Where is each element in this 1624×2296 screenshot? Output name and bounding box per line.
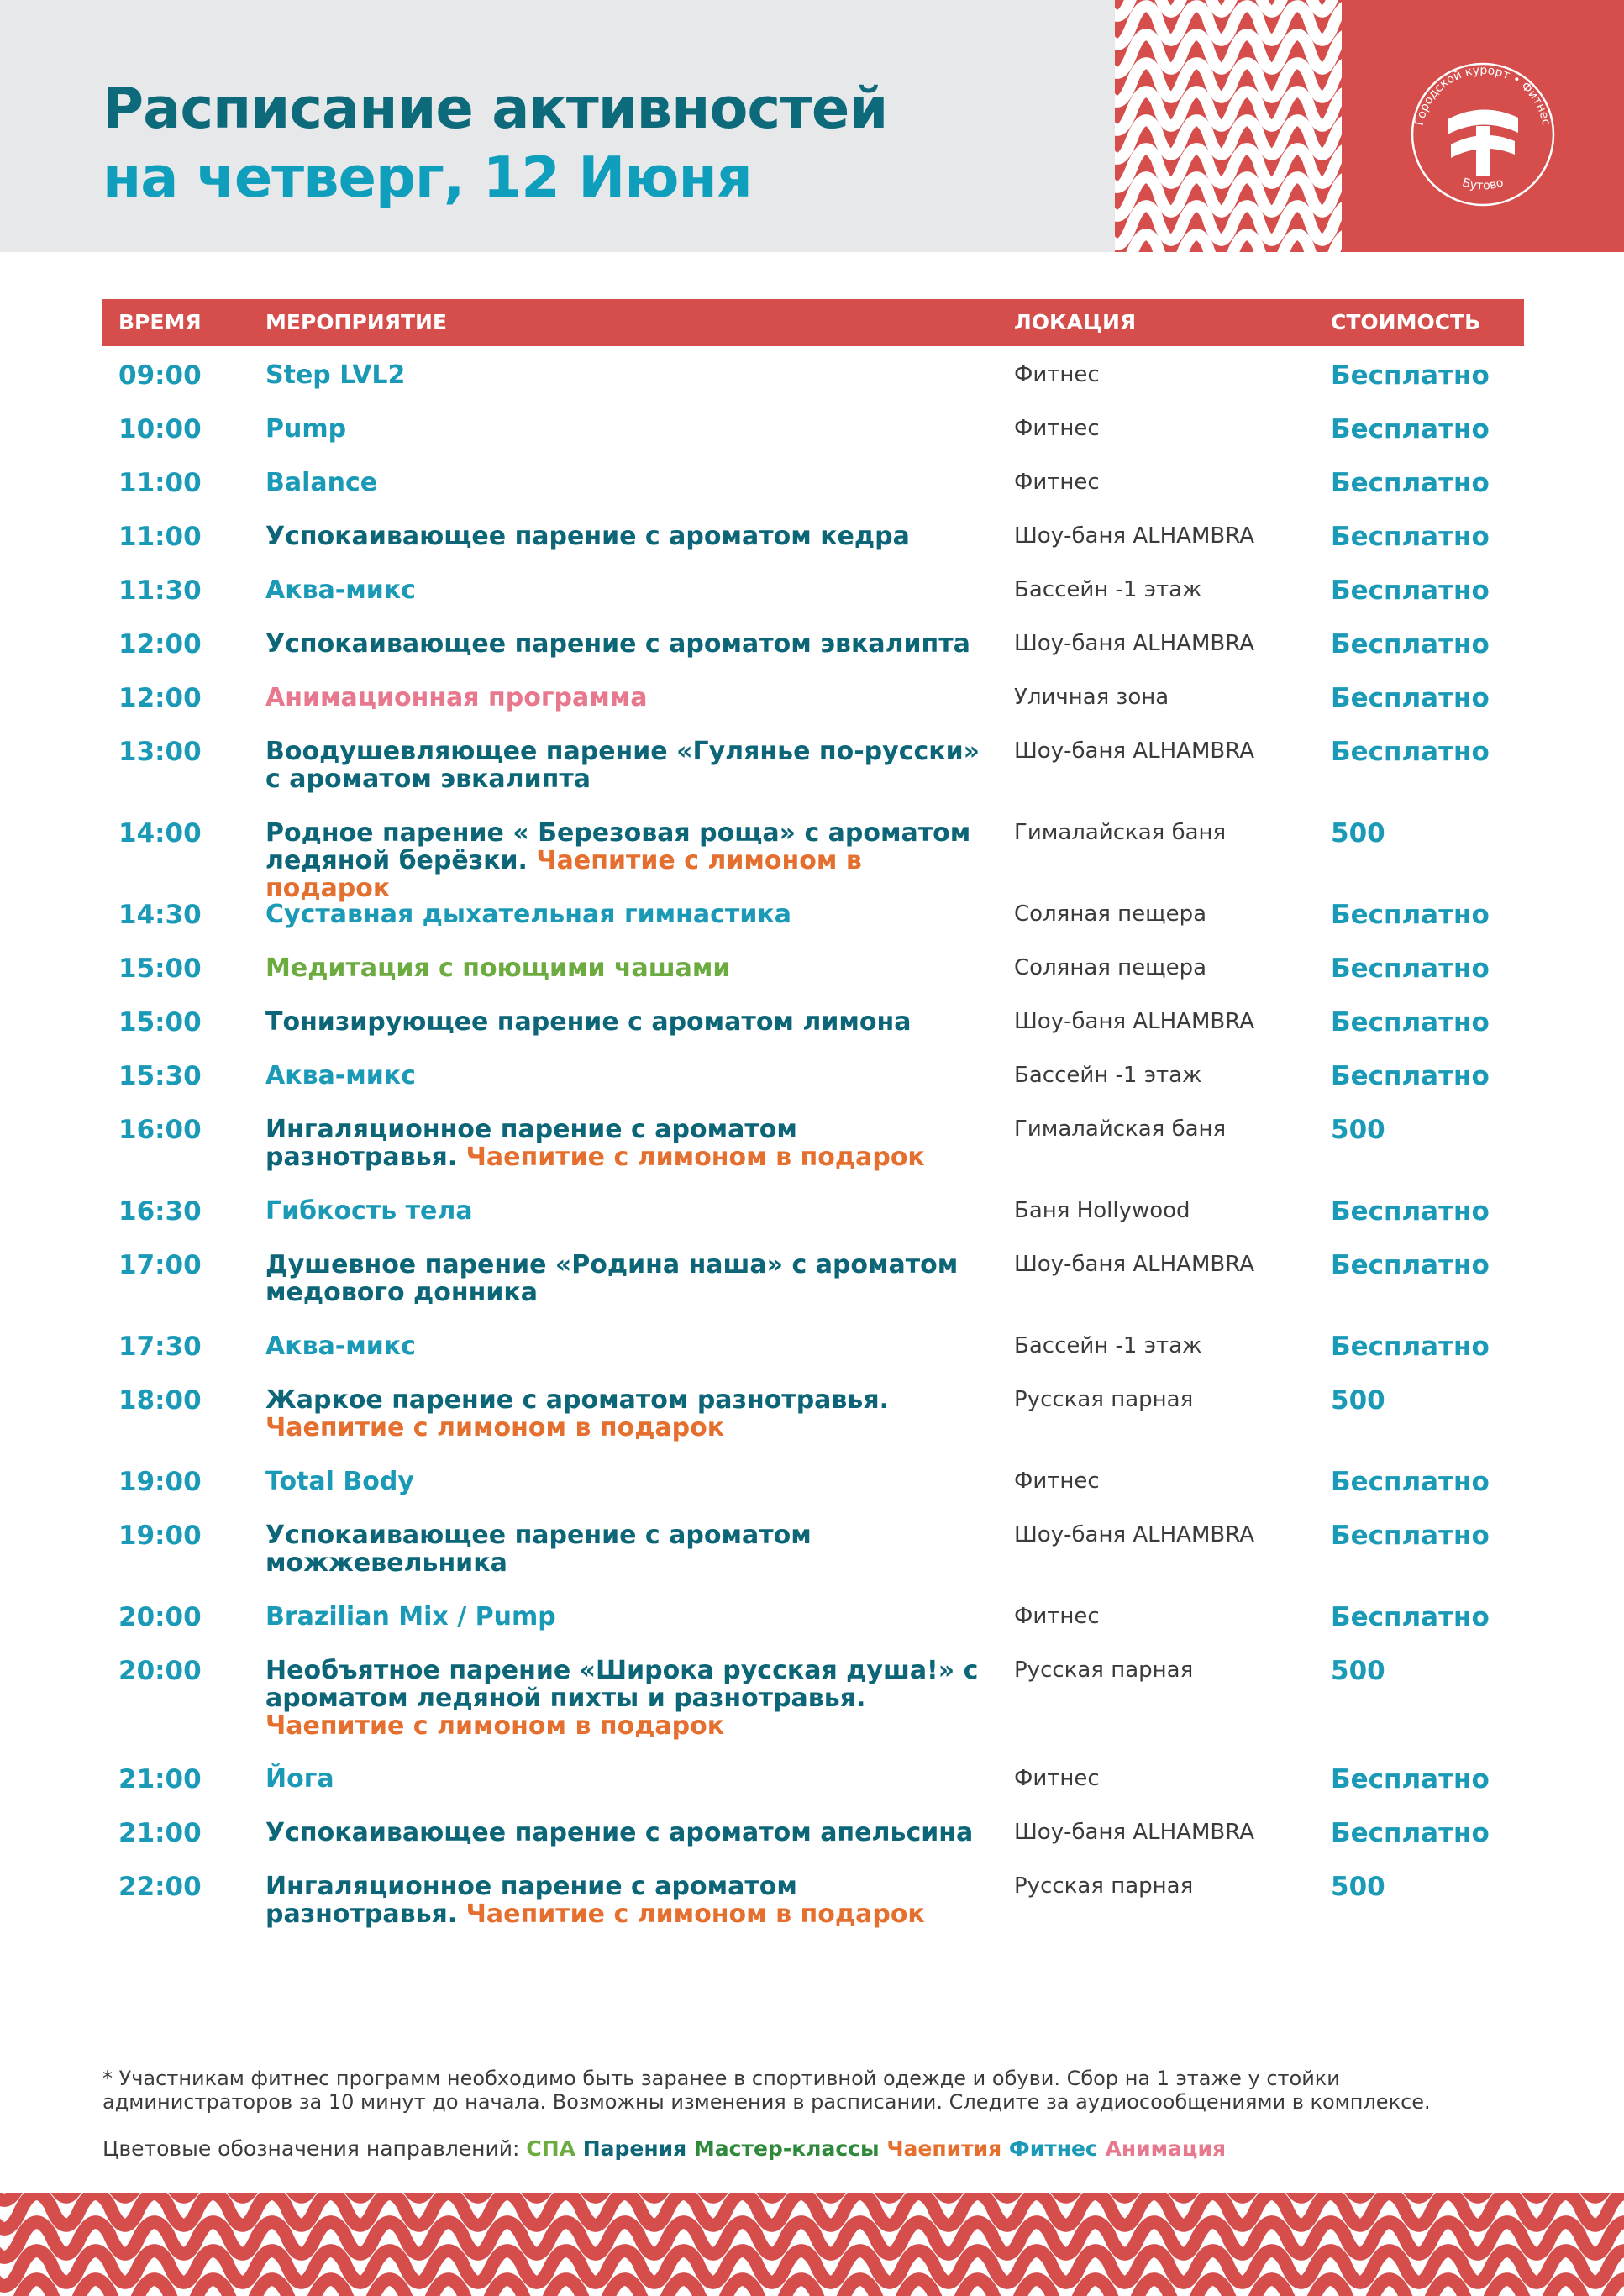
- row-location: Бассейн -1 этаж: [1014, 1063, 1202, 1088]
- row-location: Бассейн -1 этаж: [1014, 1333, 1202, 1358]
- row-price: 500: [1331, 1115, 1385, 1145]
- row-price: Бесплатно: [1331, 1467, 1490, 1497]
- row-location: Фитнес: [1014, 470, 1100, 495]
- color-legend: [102, 2136, 1226, 2162]
- row-event-gift: Чаепитие с лимоном в подарок: [465, 1143, 925, 1172]
- row-location: Шоу-баня ALHAMBRA: [1014, 1820, 1255, 1845]
- row-price: Бесплатно: [1331, 683, 1490, 713]
- row-event-title: Успокаивающее парение с ароматом можжевельника: [265, 1521, 812, 1578]
- row-event-title: Тонизирующее парение с ароматом лимона: [265, 1007, 912, 1037]
- row-price: Бесплатно: [1331, 1007, 1490, 1038]
- legend-item: Чаепития: [879, 2136, 1002, 2161]
- row-event: [265, 576, 988, 604]
- column-header-price: СТОИМОСТЬ: [1331, 310, 1481, 334]
- row-price: Бесплатно: [1331, 1602, 1490, 1632]
- row-time: 12:00: [118, 683, 202, 713]
- row-event-title: Жаркое парение с ароматом разнотравья.: [265, 1385, 890, 1415]
- row-location: Гималайская баня: [1014, 1116, 1227, 1142]
- row-time: 21:00: [118, 1764, 202, 1794]
- row-location: Уличная зона: [1014, 685, 1169, 710]
- row-time: 15:30: [118, 1061, 202, 1091]
- row-location: Русская парная: [1014, 1658, 1194, 1683]
- row-event: [265, 684, 988, 712]
- row-location: Фитнес: [1014, 362, 1100, 387]
- row-event-gift: Чаепитие с лимоном в подарок: [265, 846, 862, 903]
- row-event: [265, 523, 988, 550]
- row-event-title: Анимационная программа: [265, 683, 648, 712]
- row-event: [265, 1251, 988, 1306]
- row-event: [265, 819, 988, 902]
- row-event: [265, 1332, 988, 1360]
- row-event-title: Brazilian Mix / Pump: [265, 1602, 556, 1631]
- column-header-time: ВРЕМЯ: [118, 310, 202, 334]
- row-location: Шоу-баня ALHAMBRA: [1014, 523, 1255, 549]
- row-time: 11:00: [118, 522, 202, 552]
- row-event: [265, 1603, 988, 1631]
- row-time: 12:00: [118, 629, 202, 659]
- row-event-title: Медитация с поющими чашами: [265, 954, 731, 983]
- legend-item: Парения: [575, 2136, 687, 2161]
- footnote: * Участникам фитнес программ необходимо быть заранее в спортивной одежде и обуви. Сбор на 1 этаже у стойки администраторов за 10 минут до начала. Возможны изменения в расписании. Следите за аудиосообщениями в комплексе.: [102, 2067, 1431, 2114]
- row-event-title: Аква-микс: [265, 1061, 416, 1090]
- legend-item: Фитнес: [1001, 2136, 1098, 2161]
- row-event-title: Йога: [265, 1764, 334, 1794]
- row-location: Шоу-баня ALHAMBRA: [1014, 1252, 1255, 1277]
- row-time: 14:30: [118, 900, 202, 930]
- row-event: [265, 1386, 988, 1442]
- row-location: Русская парная: [1014, 1873, 1194, 1899]
- row-price: Бесплатно: [1331, 629, 1490, 659]
- row-event-title: Необъятное парение «Широка русская душа!» с ароматом ледяной пихты и разнотравья.: [265, 1656, 979, 1713]
- title-line-2: на четверг, 12 Июня: [102, 144, 752, 210]
- row-price: Бесплатно: [1331, 1196, 1490, 1227]
- row-event: [265, 1873, 988, 1928]
- row-event-title: Ингаляционное парение с ароматом разнотравья.: [265, 1872, 797, 1929]
- row-time: 17:30: [118, 1332, 202, 1362]
- row-price: Бесплатно: [1331, 1250, 1490, 1280]
- row-location: Фитнес: [1014, 416, 1100, 441]
- row-time: 10:00: [118, 414, 202, 444]
- row-price: Бесплатно: [1331, 1332, 1490, 1362]
- row-event-title: Аква-микс: [265, 1332, 416, 1361]
- row-event-title: Total Body: [265, 1467, 414, 1496]
- row-time: 18:00: [118, 1385, 202, 1416]
- row-event-title: Родное парение « Березовая роща» с ароматом ледяной берёзки.: [265, 818, 971, 875]
- row-location: Баня Hollywood: [1014, 1198, 1190, 1223]
- row-price: Бесплатно: [1331, 414, 1490, 444]
- row-event: [265, 1008, 988, 1036]
- row-price: Бесплатно: [1331, 954, 1490, 984]
- row-time: 15:00: [118, 1007, 202, 1038]
- row-event-title: Ингаляционное парение с ароматом разнотравья.: [265, 1115, 797, 1172]
- row-time: 17:00: [118, 1250, 202, 1280]
- row-time: 16:00: [118, 1115, 202, 1145]
- row-event-title: Душевное парение «Родина наша» с ароматом медового донника: [265, 1250, 959, 1307]
- row-event-title: Step LVL2: [265, 360, 406, 390]
- row-time: 11:00: [118, 468, 202, 498]
- legend-label: Цветовые обозначения направлений:: [102, 2136, 520, 2161]
- row-price: Бесплатно: [1331, 900, 1490, 930]
- row-price: Бесплатно: [1331, 522, 1490, 552]
- row-event: [265, 1819, 988, 1847]
- legend-item: Мастер-классы: [686, 2136, 880, 2161]
- row-location: Шоу-баня ALHAMBRA: [1014, 1522, 1255, 1547]
- row-location: Соляная пещера: [1014, 901, 1207, 927]
- row-event-title: Успокаивающее парение с ароматом кедра: [265, 522, 910, 551]
- row-time: 20:00: [118, 1656, 202, 1686]
- row-location: Шоу-баня ALHAMBRA: [1014, 738, 1255, 764]
- row-time: 15:00: [118, 954, 202, 984]
- row-time: 14:00: [118, 818, 202, 849]
- row-event-gift: Чаепитие с лимоном в подарок: [265, 1413, 725, 1442]
- row-time: 19:00: [118, 1521, 202, 1551]
- row-event: [265, 469, 988, 497]
- row-event-title: Успокаивающее парение с ароматом эвкалипта: [265, 629, 970, 659]
- title-line-1: Расписание активностей: [102, 76, 888, 141]
- row-price: Бесплатно: [1331, 1764, 1490, 1794]
- row-price: Бесплатно: [1331, 1061, 1490, 1091]
- row-event: [265, 415, 988, 443]
- row-location: Гималайская баня: [1014, 820, 1227, 845]
- row-location: Фитнес: [1014, 1468, 1100, 1494]
- row-event-title: Успокаивающее парение с ароматом апельсина: [265, 1818, 974, 1847]
- row-event: [265, 1116, 988, 1171]
- row-event: [265, 954, 988, 982]
- legend-items: [526, 2136, 1226, 2161]
- row-event-title: Воодушевляющее парение «Гулянье по-русски» с ароматом эвкалипта: [265, 737, 980, 794]
- row-event-gift: Чаепитие с лимоном в подарок: [265, 1711, 725, 1741]
- row-event-title: Balance: [265, 468, 378, 497]
- row-price: Бесплатно: [1331, 360, 1490, 391]
- row-time: 21:00: [118, 1818, 202, 1848]
- row-time: 20:00: [118, 1602, 202, 1632]
- row-location: Бассейн -1 этаж: [1014, 577, 1202, 602]
- logo-ring-bottom-text: Бутово: [1460, 176, 1506, 193]
- row-price: 500: [1331, 1872, 1385, 1902]
- row-time: 19:00: [118, 1467, 202, 1497]
- legend-item: СПА: [526, 2136, 576, 2161]
- column-header-location: ЛОКАЦИЯ: [1014, 310, 1137, 334]
- row-price: Бесплатно: [1331, 575, 1490, 606]
- row-event-title: Гибкость тела: [265, 1196, 473, 1226]
- row-price: 500: [1331, 1656, 1385, 1686]
- row-event: [265, 1197, 988, 1225]
- row-event: [265, 1468, 988, 1495]
- row-time: 16:30: [118, 1196, 202, 1227]
- row-time: 22:00: [118, 1872, 202, 1902]
- row-event: [265, 361, 988, 389]
- row-time: 13:00: [118, 737, 202, 767]
- row-price: 500: [1331, 1385, 1385, 1416]
- row-location: Шоу-баня ALHAMBRA: [1014, 1009, 1255, 1034]
- row-location: Фитнес: [1014, 1766, 1100, 1791]
- row-event: [265, 901, 988, 928]
- legend-item: Анимация: [1097, 2136, 1227, 2161]
- column-header-event: МЕРОПРИЯТИЕ: [265, 310, 448, 334]
- row-location: Соляная пещера: [1014, 955, 1207, 980]
- logo-ring-top-text: Городской курорт • Фитнес: [1412, 63, 1553, 127]
- row-location: Шоу-баня ALHAMBRA: [1014, 631, 1255, 656]
- row-time: 11:30: [118, 575, 202, 606]
- row-location: Фитнес: [1014, 1604, 1100, 1629]
- row-event-title: Аква-микс: [265, 575, 416, 605]
- row-price: Бесплатно: [1331, 737, 1490, 767]
- row-event: [265, 1062, 988, 1090]
- footer-wave-pattern: [0, 2193, 1624, 2296]
- row-location: Русская парная: [1014, 1387, 1194, 1412]
- row-event: [265, 1521, 988, 1577]
- row-event: [265, 738, 988, 793]
- row-price: Бесплатно: [1331, 1521, 1490, 1551]
- row-price: Бесплатно: [1331, 468, 1490, 498]
- row-event: [265, 630, 988, 658]
- row-event: [265, 1657, 988, 1740]
- row-event-gift: Чаепитие с лимоном в подарок: [465, 1899, 925, 1929]
- row-event-title: Pump: [265, 414, 347, 444]
- row-price: Бесплатно: [1331, 1818, 1490, 1848]
- row-event-title: Суставная дыхательная гимнастика: [265, 900, 791, 929]
- row-time: 09:00: [118, 360, 202, 391]
- row-event: [265, 1765, 988, 1793]
- row-price: 500: [1331, 818, 1385, 849]
